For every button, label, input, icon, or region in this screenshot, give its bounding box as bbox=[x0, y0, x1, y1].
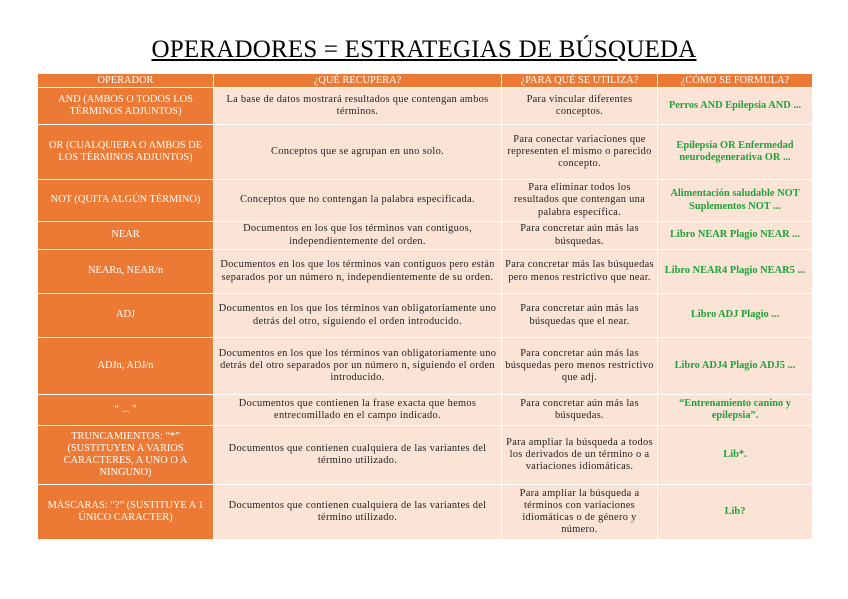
operator-cell: NEAR bbox=[38, 222, 214, 250]
header-use: ¿PARA QUÉ SE UTILIZA? bbox=[502, 74, 658, 88]
use-cell: Para vincular diferentes conceptos. bbox=[502, 88, 658, 125]
header-formula: ¿CÓMO SE FORMULA? bbox=[658, 74, 813, 88]
table-row bbox=[38, 395, 813, 426]
table-row bbox=[38, 88, 813, 125]
retrieves-cell: Documentos en los que los términos van obligatoriamente uno detrás del otro separados por un número n, siguiendo el orden introducido. bbox=[214, 338, 502, 395]
use-cell: Para concretar aún más las búsquedas que el near. bbox=[502, 294, 658, 338]
retrieves-cell: Documentos en los que los términos van contiguos pero están separados por un número n, independientemente de su orden. bbox=[214, 250, 502, 294]
use-cell: Para eliminar todos los resultados que contengan una palabra específica. bbox=[502, 180, 658, 222]
use-cell: Para ampliar la búsqueda a términos con variaciones idiomáticas o de género y número. bbox=[502, 485, 658, 540]
retrieves-cell: Documentos en los que los términos van contiguos, independientemente del orden. bbox=[214, 222, 502, 250]
table-row bbox=[38, 222, 813, 250]
header-operator: OPERADOR bbox=[38, 74, 214, 88]
operator-cell: TRUNCAMIENTOS: “*” (SUSTITUYEN A VARIOS CARACTERES, A UNO O A NINGUNO) bbox=[38, 426, 214, 485]
header-retrieves: ¿QUÉ RECUPERA? bbox=[214, 74, 502, 88]
operator-cell: NEARn, NEAR/n bbox=[38, 250, 214, 294]
use-cell: Para concretar más las búsquedas pero menos restrictivo que near. bbox=[502, 250, 658, 294]
table-row bbox=[38, 338, 813, 395]
operator-cell: “ ... ” bbox=[38, 395, 214, 426]
formula-cell: Epilepsia OR Enfermedad neurodegenerativa OR ... bbox=[658, 125, 813, 180]
table-row bbox=[38, 250, 813, 294]
retrieves-cell: Documentos que contienen cualquiera de las variantes del término utilizado. bbox=[214, 485, 502, 540]
page-title: OPERADORES = ESTRATEGIAS DE BÚSQUEDA bbox=[151, 36, 697, 63]
retrieves-cell: Documentos que contienen cualquiera de las variantes del término utilizado. bbox=[214, 426, 502, 485]
formula-cell: Libro NEAR4 Plagio NEAR5 ... bbox=[658, 250, 813, 294]
operator-cell: ADJ bbox=[38, 294, 214, 338]
use-cell: Para concretar aún más las búsquedas. bbox=[502, 222, 658, 250]
formula-cell: Lib? bbox=[658, 485, 813, 540]
use-cell: Para ampliar la búsqueda a todos los derivados de un término o a variaciones idiomáticas. bbox=[502, 426, 658, 485]
operator-cell: AND (AMBOS O TODOS LOS TÉRMINOS ADJUNTOS) bbox=[38, 88, 214, 125]
table-row bbox=[38, 180, 813, 222]
formula-cell: Libro NEAR Plagio NEAR ... bbox=[658, 222, 813, 250]
retrieves-cell: Documentos en los que los términos van obligatoriamente uno detrás del otro, siguiendo el orden introducido. bbox=[214, 294, 502, 338]
retrieves-cell: Conceptos que no contengan la palabra especificada. bbox=[214, 180, 502, 222]
formula-cell: Perros AND Epilepsia AND ... bbox=[658, 88, 813, 125]
retrieves-cell: Documentos que contienen la frase exacta que hemos entrecomillado en el campo indicado. bbox=[214, 395, 502, 426]
formula-cell: Alimentación saludable NOT Suplementos NOT ... bbox=[658, 180, 813, 222]
use-cell: Para conectar variaciones que representen el mismo o parecido concepto. bbox=[502, 125, 658, 180]
table-header-row bbox=[38, 74, 813, 88]
operator-cell: NOT (QUITA ALGÚN TÉRMINO) bbox=[38, 180, 214, 222]
table-row bbox=[38, 426, 813, 485]
retrieves-cell: Conceptos que se agrupan en uno solo. bbox=[214, 125, 502, 180]
formula-cell: Libro ADJ Plagio ... bbox=[658, 294, 813, 338]
table-row bbox=[38, 294, 813, 338]
use-cell: Para concretar aún más las búsquedas pero menos restrictivo que adj. bbox=[502, 338, 658, 395]
formula-cell: “Entrenamiento canino y epilepsia”. bbox=[658, 395, 813, 426]
formula-cell: Libro ADJ4 Plagio ADJ5 ... bbox=[658, 338, 813, 395]
table-row bbox=[38, 485, 813, 540]
operators-table bbox=[37, 73, 813, 540]
operator-cell: ADJn, ADJ/n bbox=[38, 338, 214, 395]
table-row bbox=[38, 125, 813, 180]
use-cell: Para concretar aún más las búsquedas. bbox=[502, 395, 658, 426]
formula-cell: Lib*. bbox=[658, 426, 813, 485]
operator-cell: OR (CUALQUIERA O AMBOS DE LOS TÉRMINOS ADJUNTOS) bbox=[38, 125, 214, 180]
operator-cell: MÁSCARAS: “?” (SUSTITUYE A 1 ÚNICO CARACTER) bbox=[38, 485, 214, 540]
retrieves-cell: La base de datos mostrará resultados que contengan ambos términos. bbox=[214, 88, 502, 125]
